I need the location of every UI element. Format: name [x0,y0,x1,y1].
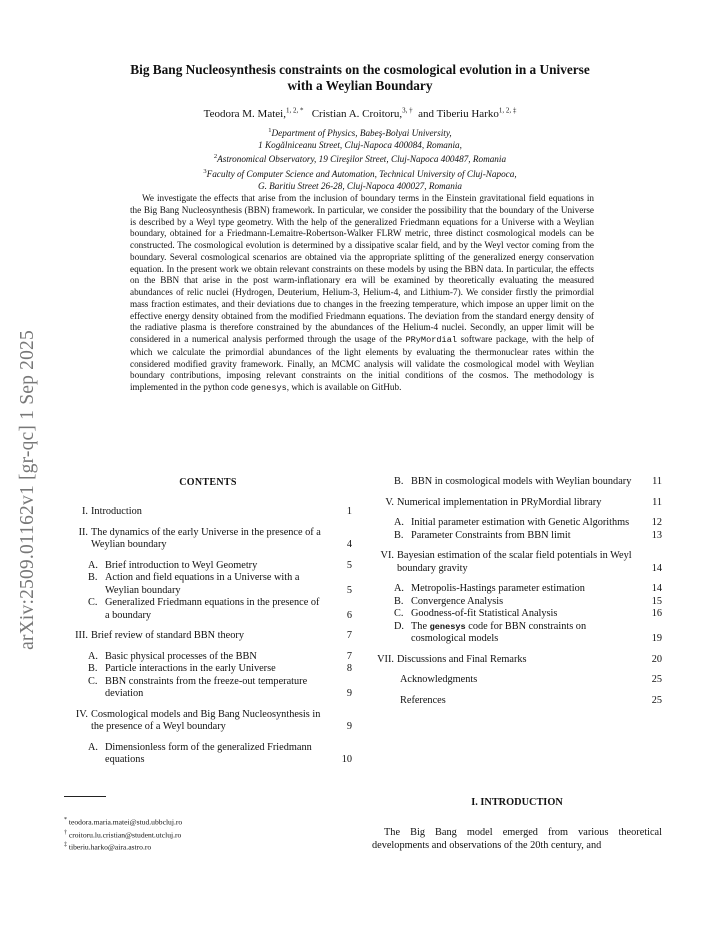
toc-subsection-entry[interactable] [372,621,662,646]
toc-number: B. [88,572,98,583]
toc-page-number: 13 [651,529,662,541]
toc-section-entry[interactable] [66,709,352,734]
toc-page-number: 12 [651,517,662,528]
toc-spacer [372,646,662,654]
toc-subsection-entry[interactable] [372,608,662,621]
toc-section-entry[interactable] [66,527,352,552]
toc-number: A. [88,559,99,571]
toc-section-entry[interactable] [372,674,662,687]
toc-page-number: 14 [651,562,662,574]
toc-number: B. [394,476,404,487]
toc-section-entry[interactable] [372,497,662,510]
toc-page-number: 19 [651,633,662,644]
toc-title: Parameter Constraints from BBN limit [411,529,571,541]
footnote: † croitoru.lu.cristian@student.utcluj.ro [64,829,182,840]
author-1: Teodora M. Matei,$^{1, 2, *}$ [203,106,304,120]
toc-subsection-entry[interactable] [372,476,662,489]
toc-page-number: 1 [346,506,352,517]
toc-page-number: 25 [651,694,662,706]
toc-section-entry[interactable] [372,654,662,667]
toc-subsection-entry[interactable] [66,560,352,573]
toc-subsection-entry[interactable] [372,530,662,543]
toc-left-column [66,506,352,767]
toc-page-number: 4 [346,539,352,550]
affiliation-line: $^3$Faculty of Computer Science and Automation, Technical University of Cluj-Napoca, [203,167,517,179]
title-line-2: with a Weylian Boundary [287,78,433,93]
affiliation-line: $^1$Department of Physics, Babeş-Bolyai University, [268,127,452,139]
toc-title: Convergence Analysis [411,595,504,607]
toc-title: Generalized Friedmann equations in the presence of a boundary [105,597,320,621]
toc-number: B. [394,529,404,541]
toc-page-number: 9 [346,688,352,699]
toc-page-number: 7 [346,650,352,662]
toc-section-entry[interactable] [372,695,662,708]
toc-subsection-entry[interactable] [372,583,662,596]
toc-title: Action and field equations in a Universe with a Weylian boundary [105,572,300,596]
toc-title: Basic physical processes of the BBN [105,650,257,662]
arxiv-id-text: arXiv:2509.01162v1 [gr-qc] 1 Sep 2025 [17,330,38,650]
toc-page-number: 11 [652,496,662,508]
paper-title [60,62,660,94]
toc-number: C. [88,675,98,687]
toc-number: A. [394,583,405,594]
toc-page-number: 11 [652,476,662,487]
toc-title: Goodness-of-fit Statistical Analysis [411,608,558,619]
toc-title: The dynamics of the early Universe in the presence of a Weylian boundary [91,526,321,550]
toc-page-number: 8 [346,663,352,674]
toc-spacer [372,542,662,550]
title-line-1: Big Bang Nucleosynthesis constraints on the cosmological evolution in a Universe [130,62,590,77]
toc-subsection-entry[interactable] [66,742,352,767]
toc-number: C. [88,597,98,608]
code-prymordial: PRyMordial [405,335,458,345]
toc-subsection-entry[interactable] [66,651,352,664]
toc-title: Metropolis-Hastings parameter estimation [411,583,585,594]
intro-paragraph: The Big Bang model emerged from various theoretical developments and observations of the 20th century, and [372,827,662,851]
toc-number: VI. [380,550,394,561]
section-heading: I. INTRODUCTION [471,797,563,808]
affiliation-line: 1 Kogălniceanu Street, Cluj-Napoca 400084, Romania, [258,139,462,150]
toc-spacer [372,489,662,497]
affiliation-line: G. Baritiu Street 26-28, Cluj-Napoca 400027, Romania [257,180,463,191]
toc-number: A. [88,650,99,662]
toc-number: B. [88,663,98,674]
toc-title: Cosmological models and Big Bang Nucleosynthesis in the presence of a Weyl boundary [91,708,321,732]
toc-number: IV. [75,708,88,720]
abstract: We investigate the effects that arise from the inclusion of boundary terms in the Einstein gravitational field equations in the Big Bang Nucleosynthesis (BBN) framework. In particular, we consider the possibility that the boundary of the Universe is described by a Weyl type geometry. With the help of the generalized Friedmann equations for a Universe with a Weylian boundary, obtained for a Friedmann-Lemaitre-Robertson-Walker FLRW metric, three distinct cosmological models can be constructed. The cosmological evolution is determined by a dissipative scalar field, and by the Weyl vector coming from the boundary. Several cosmological scenarios are obtained via the appropriate splitting of the generalized energy conservation equation. In the present work we obtain relevant constraints on these models by using the BBN data. In particular, the effects on the BBN that arise in the post warm-inflationary era will be examined by theoretically evaluating the measured abundances of relic nuclei (Hydrogen, Deuterium, Helium-3, Helium-4, and Lithium-7). We consider firstly the primordial mass fraction estimates, and their deviations due to changes in the freezing temperature, which impose an upper limit on the effective energy density obtained from the modified Friedmann equations. The deviation from the standard energy density of the radiative plasma is therefore constrained by the abundances of the Helium-4 nuclei. Secondly, an upper limit will be considered in a numerical analysis performed through the usage of the PRyMordial software package, with the help of which we calculate the primordial abundances of the light elements by evaluating the thermonuclear rates within the considered modified gravity framework. Finally, an MCMC analysis will validate the cosmological model with Weylian boundary contributions, imposing relevant constraints on the initial conditions of the cosmos. The methodology is implemented in the python code genesys, which is available on GitHub. [130,193,594,393]
toc-title: Dimensionless form of the generalized Friedmann equations [105,741,312,765]
toc-title: Discussions and Final Remarks [397,653,527,665]
toc-page-number: 16 [651,608,662,619]
author-3: and Tiberiu Harko$^{1, 2, \ddagger}$ [418,106,517,120]
toc-spacer [66,701,352,709]
toc-section-entry[interactable] [66,630,352,643]
toc-page-number: 7 [346,630,352,641]
toc-subsection-entry[interactable] [66,676,352,701]
toc-number: B. [394,595,404,607]
affiliation-line: $^2$Astronomical Observatory, 19 Cireşilor Street, Cluj-Napoca 400487, Romania [213,153,507,165]
toc-page-number: 15 [651,595,662,607]
toc-subsection-entry[interactable] [372,596,662,609]
toc-page-number: 5 [346,584,352,596]
toc-title: Brief review of standard BBN theory [91,630,244,641]
toc-title: Bayesian estimation of the scalar field potentials in Weyl boundary gravity [397,550,632,574]
toc-number: I. [81,506,88,517]
toc-title: Numerical implementation in PRyMordial library [397,496,602,508]
toc-number: VII. [377,653,394,665]
toc-subsection-entry[interactable] [66,663,352,676]
toc-number: C. [394,608,404,619]
toc-title: BBN in cosmological models with Weylian boundary [411,476,632,487]
author-list [60,106,660,120]
toc-title: Brief introduction to Weyl Geometry [105,559,258,571]
toc-page-number: 14 [651,583,662,594]
toc-title: Initial parameter estimation with Genetic Algorithms [411,517,630,528]
toc-number: A. [394,517,405,528]
toc-title: The genesys code for BBN constraints on cosmological models [411,620,587,644]
toc-page-number: 10 [341,754,352,765]
toc-page-number: 6 [346,609,352,621]
toc-title: Acknowledgments [400,674,478,685]
toc-number: II. [78,526,88,538]
toc-spacer [66,622,352,630]
footnote: * teodora.maria.matei@stud.ubbcluj.ro [64,817,183,827]
toc-number: III. [75,630,88,641]
toc-number: A. [88,741,99,753]
footnote: ‡ tiberiu.harko@aira.astro.ro [64,842,152,852]
toc-title: Particle interactions in the early Universe [105,663,276,674]
toc-subsection-entry[interactable] [372,517,662,530]
toc-section-entry[interactable] [66,506,352,519]
toc-number: V. [385,496,394,508]
author-2: Cristian A. Croitoru,$^{3, \dagger}$ [311,106,413,120]
toc-right-column [372,476,662,715]
code-genesys: genesys [250,383,287,393]
toc-title: References [400,694,446,706]
affiliations [60,125,660,192]
toc-subsection-entry[interactable] [66,572,352,597]
toc-number: D. [394,620,405,632]
contents-heading: CONTENTS [179,477,237,488]
toc-section-entry[interactable] [372,550,662,575]
toc-page-number: 9 [346,721,352,732]
toc-page-number: 25 [651,674,662,685]
toc-page-number: 5 [346,559,352,571]
footnote-rule [64,796,106,797]
arxiv-identifier [8,300,48,680]
toc-subsection-entry[interactable] [66,597,352,622]
toc-title: Introduction [91,506,142,517]
toc-title: BBN constraints from the freeze-out temperature deviation [105,675,308,699]
footnotes [64,815,182,853]
toc-page-number: 20 [651,653,662,665]
